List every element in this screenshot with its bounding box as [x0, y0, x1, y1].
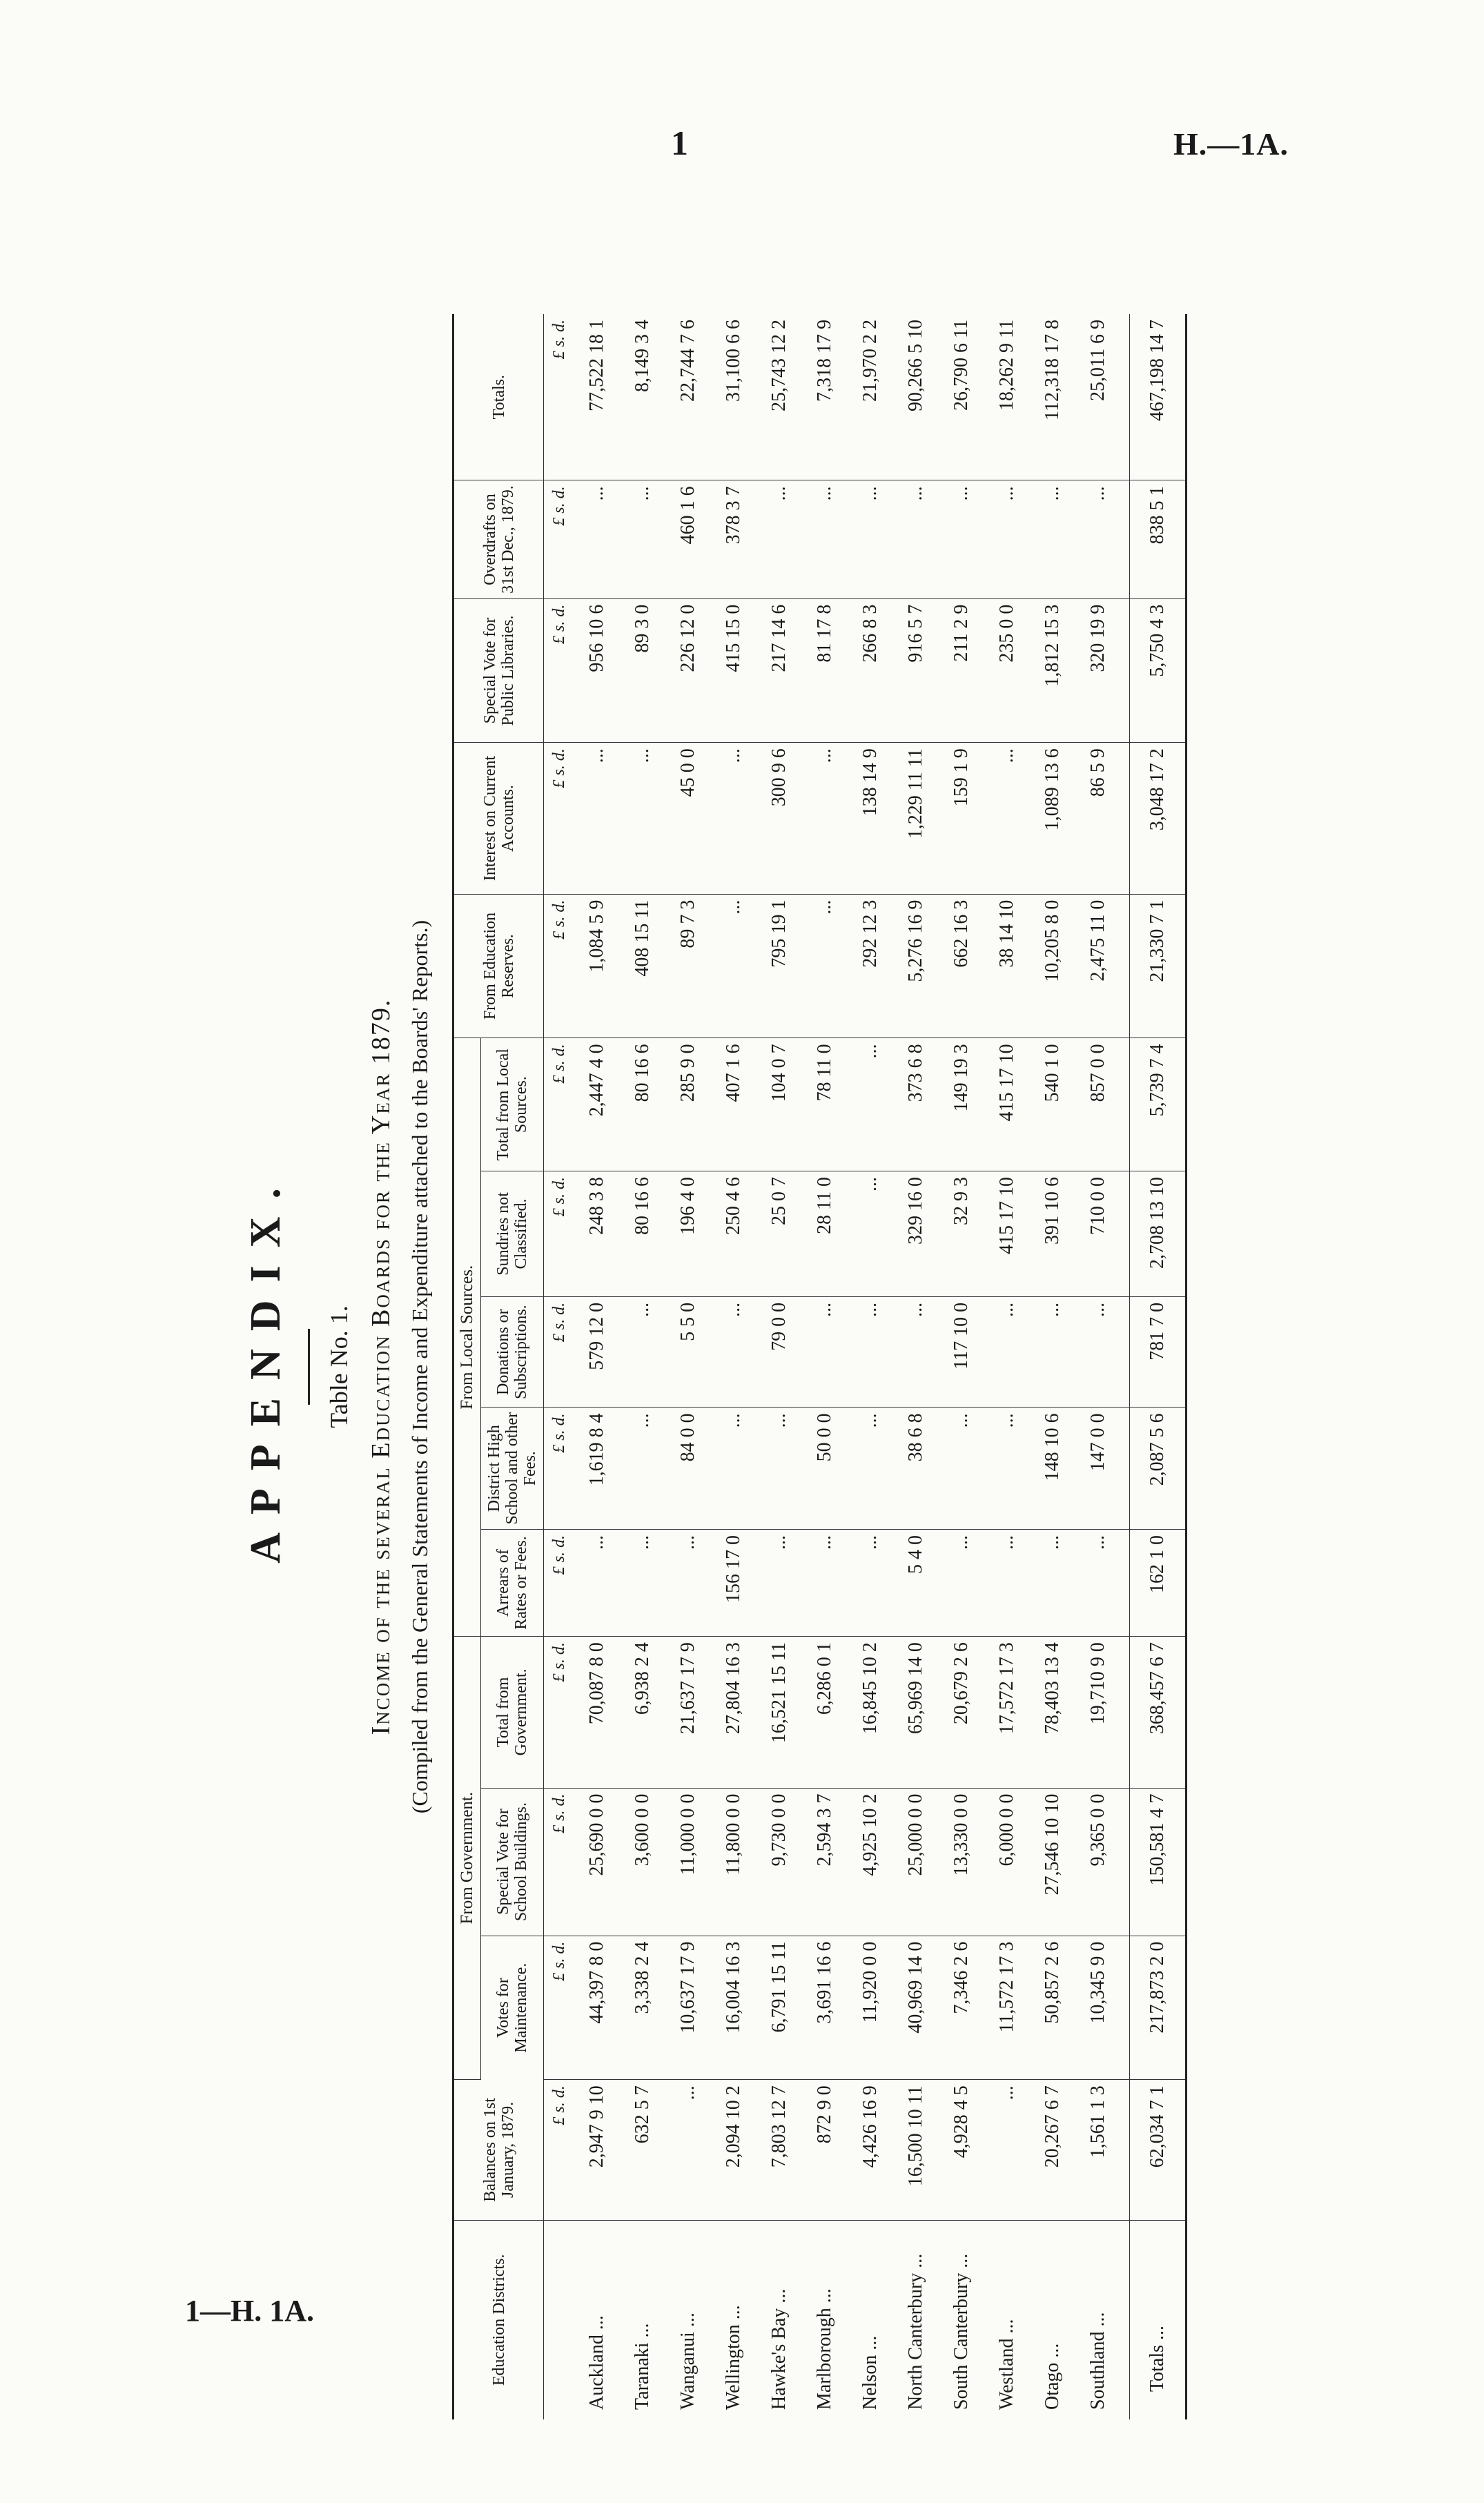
table-cell: ...	[848, 480, 893, 598]
units-cell: £ s. d.	[544, 1788, 575, 1936]
table-cell: ...	[756, 1408, 802, 1530]
table-cell: 32 9 3	[939, 1171, 984, 1296]
district-name: Auckland ...	[586, 2315, 607, 2410]
table-cell: 956 10 6	[574, 598, 620, 743]
table-cell: 65,969 14 0	[893, 1637, 939, 1788]
totals-label: Totals ...	[1130, 2220, 1187, 2419]
rotated-table-block	[242, 314, 1242, 2419]
table-cell: ...	[1075, 480, 1130, 598]
table-cell: ...	[802, 1529, 848, 1636]
table-cell: 7,318 17 9	[802, 314, 848, 480]
units-cell	[544, 2220, 575, 2419]
table-cell: ...	[984, 743, 1030, 894]
table-cell: 916 5 7	[893, 598, 939, 743]
table-cell: ...	[802, 743, 848, 894]
table-cell: 217 14 6	[756, 598, 802, 743]
table-cell: 320 19 9	[1075, 598, 1130, 743]
table-cell: 7,803 12 7	[756, 2080, 802, 2220]
table-cell: 235 0 0	[984, 598, 1030, 743]
table-cell: 391 10 6	[1030, 1171, 1075, 1296]
table-cell: ...	[848, 1038, 893, 1171]
table-title: Income of the several Education Boards for the Year 1879.	[367, 998, 396, 1735]
district-name: Westland ...	[996, 2319, 1017, 2410]
totals-cell: 5,750 4 3	[1130, 598, 1187, 743]
table-cell: 872 9 0	[802, 2080, 848, 2220]
table-cell: 16,500 10 11	[893, 2080, 939, 2220]
table-cell: 27,804 16 3	[711, 1637, 756, 1788]
district-name: Wanganui ...	[677, 2312, 699, 2410]
totals-cell: 368,457 6 7	[1130, 1637, 1187, 1788]
table-cell: ...	[984, 1296, 1030, 1408]
table-cell: ...	[620, 480, 665, 598]
table-cell: 149 19 3	[939, 1038, 984, 1171]
table-cell: 84 0 0	[665, 1408, 711, 1530]
table-cell: 31,100 6 6	[711, 314, 756, 480]
table-cell: ...	[802, 894, 848, 1038]
table-cell: ...	[939, 1529, 984, 1636]
table-cell: 857 0 0	[1075, 1038, 1130, 1171]
table-cell: ...	[984, 480, 1030, 598]
page-number: 1	[671, 124, 688, 162]
col-header-arrears: Arrears of Rates or Fees.	[481, 1529, 544, 1636]
totals-cell: 3,048 17 2	[1130, 743, 1187, 894]
table-cell: 266 8 3	[848, 598, 893, 743]
table-cell: 159 1 9	[939, 743, 984, 894]
footer-reference: 1—H. 1A.	[185, 2294, 314, 2328]
district-name: North Canterbury ...	[905, 2253, 926, 2410]
table-cell: 407 1 6	[711, 1038, 756, 1171]
table-cell: 80 16 6	[620, 1038, 665, 1171]
group-header-local: From Local Sources.	[453, 1038, 481, 1637]
table-cell: 44,397 8 0	[574, 1936, 620, 2080]
table-row	[574, 314, 620, 2419]
table-cell: 79 0 0	[756, 1296, 802, 1408]
table-cell: ...	[939, 480, 984, 598]
table-cell: ...	[984, 1408, 1030, 1530]
totals-cell: 2,708 13 10	[1130, 1171, 1187, 1296]
table-cell: 89 3 0	[620, 598, 665, 743]
table-cell: 415 17 10	[984, 1038, 1030, 1171]
table-cell: ...	[984, 2080, 1030, 2220]
district-name: Hawke's Bay ...	[768, 2288, 790, 2410]
table-cell: ...	[1075, 1529, 1130, 1636]
table-cell: ...	[1030, 1529, 1075, 1636]
totals-cell: 150,581 4 7	[1130, 1788, 1187, 1936]
units-cell: £ s. d.	[544, 1408, 575, 1530]
table-row	[756, 314, 802, 2419]
table-cell: 50 0 0	[802, 1408, 848, 1530]
table-cell: 10,637 17 9	[665, 1936, 711, 2080]
table-cell: 6,286 0 1	[802, 1637, 848, 1788]
table-row	[711, 314, 756, 2419]
col-header-district: Education Districts.	[453, 2220, 544, 2419]
table-cell: ...	[848, 1408, 893, 1530]
table-cell: 11,800 0 0	[711, 1788, 756, 1936]
table-cell: ...	[620, 1296, 665, 1408]
table-cell: 285 9 0	[665, 1038, 711, 1171]
table-cell: 211 2 9	[939, 598, 984, 743]
table-cell: ...	[620, 1408, 665, 1530]
table-cell: 248 3 8	[574, 1171, 620, 1296]
table-cell: 20,267 6 7	[1030, 2080, 1075, 2220]
table-cell: 38 14 10	[984, 894, 1030, 1038]
table-cell: 4,925 10 2	[848, 1788, 893, 1936]
table-cell: 156 17 0	[711, 1529, 756, 1636]
table-cell: 148 10 6	[1030, 1408, 1075, 1530]
district-name: South Canterbury ...	[950, 2253, 972, 2410]
table-cell: ...	[848, 1529, 893, 1636]
col-header-district-fees: District High School and other Fees.	[481, 1408, 544, 1530]
units-cell: £ s. d.	[544, 2080, 575, 2220]
table-cell: 21,637 17 9	[665, 1637, 711, 1788]
table-cell: ...	[711, 1408, 756, 1530]
table-cell: 408 15 11	[620, 894, 665, 1038]
table-cell: 11,000 0 0	[665, 1788, 711, 1936]
table-cell: ...	[574, 1529, 620, 1636]
district-name: Southland ...	[1087, 2312, 1109, 2410]
table-cell: 1,089 13 6	[1030, 743, 1075, 894]
table-cell: ...	[620, 1529, 665, 1636]
table-cell: 70,087 8 0	[574, 1637, 620, 1788]
page-reference: H.—1A.	[1173, 126, 1289, 162]
table-cell: 45 0 0	[665, 743, 711, 894]
col-header-buildings: Special Vote for School Buildings.	[481, 1788, 544, 1936]
table-cell: 81 17 8	[802, 598, 848, 743]
table-cell: ...	[756, 1529, 802, 1636]
totals-cell: 2,087 5 6	[1130, 1408, 1187, 1530]
table-row	[665, 314, 711, 2419]
units-cell: £ s. d.	[544, 1171, 575, 1296]
units-cell: £ s. d.	[544, 743, 575, 894]
table-cell: 1,561 1 3	[1075, 2080, 1130, 2220]
table-cell: 710 0 0	[1075, 1171, 1130, 1296]
table-cell: 300 9 6	[756, 743, 802, 894]
table-cell: 16,521 15 11	[756, 1637, 802, 1788]
col-header-reserves: From Education Reserves.	[453, 894, 544, 1038]
table-cell: 5,276 16 9	[893, 894, 939, 1038]
totals-cell: 21,330 7 1	[1130, 894, 1187, 1038]
totals-row	[1130, 314, 1187, 2419]
table-cell: 90,266 5 10	[893, 314, 939, 480]
district-name: Otago ...	[1042, 2343, 1063, 2410]
table-cell: ...	[620, 743, 665, 894]
units-cell: £ s. d.	[544, 598, 575, 743]
table-cell: 7,346 2 6	[939, 1936, 984, 2080]
totals-cell: 62,034 7 1	[1130, 2080, 1187, 2220]
table-cell: 415 17 10	[984, 1171, 1030, 1296]
table-cell: 5 4 0	[893, 1529, 939, 1636]
table-cell: ...	[893, 1296, 939, 1408]
table-cell: ...	[665, 2080, 711, 2220]
table-cell: ...	[848, 1171, 893, 1296]
table-cell: 25,011 6 9	[1075, 314, 1130, 480]
col-header-sundries: Sundries not Classified.	[481, 1171, 544, 1296]
table-cell: 632 5 7	[620, 2080, 665, 2220]
table-cell: ...	[802, 1296, 848, 1408]
table-cell: 21,970 2 2	[848, 314, 893, 480]
units-cell: £ s. d.	[544, 314, 575, 480]
table-row	[984, 314, 1030, 2419]
table-cell: 378 3 7	[711, 480, 756, 598]
table-cell: 373 6 8	[893, 1038, 939, 1171]
table-cell: ...	[574, 743, 620, 894]
table-cell: 25,690 0 0	[574, 1788, 620, 1936]
table-cell: ...	[711, 743, 756, 894]
table-cell: 11,572 17 3	[984, 1936, 1030, 2080]
table-cell: 1,084 5 9	[574, 894, 620, 1038]
table-row	[802, 314, 848, 2419]
table-cell: 540 1 0	[1030, 1038, 1075, 1171]
units-row	[544, 314, 575, 2419]
table-number: Table No. 1.	[325, 1305, 353, 1428]
table-cell: 579 12 0	[574, 1296, 620, 1408]
table-cell: 10,205 8 0	[1030, 894, 1075, 1038]
table-cell: 196 4 0	[665, 1171, 711, 1296]
table-cell: ...	[939, 1408, 984, 1530]
income-table	[452, 314, 1187, 2419]
table-cell: 138 14 9	[848, 743, 893, 894]
district-name: Taranaki ...	[632, 2323, 653, 2410]
totals-cell: 5,739 7 4	[1130, 1038, 1187, 1171]
table-cell: 3,338 2 4	[620, 1936, 665, 2080]
table-cell: 147 0 0	[1075, 1408, 1130, 1530]
units-cell: £ s. d.	[544, 480, 575, 598]
totals-cell: 781 7 0	[1130, 1296, 1187, 1408]
table-cell: 40,969 14 0	[893, 1936, 939, 2080]
table-cell: 1,812 15 3	[1030, 598, 1075, 743]
table-cell: 20,679 2 6	[939, 1637, 984, 1788]
table-subtitle: (Compiled from the General Statements of Income and Expenditure attached to the Boards' Reports.)	[407, 919, 432, 1814]
table-cell: 3,600 0 0	[620, 1788, 665, 1936]
table-cell: 78 11 0	[802, 1038, 848, 1171]
table-cell: 17,572 17 3	[984, 1637, 1030, 1788]
table-cell: 6,938 2 4	[620, 1637, 665, 1788]
table-cell: 86 5 9	[1075, 743, 1130, 894]
table-row	[893, 314, 939, 2419]
table-cell: 50,857 2 6	[1030, 1936, 1075, 2080]
table-cell: 89 7 3	[665, 894, 711, 1038]
table-cell: 16,845 10 2	[848, 1637, 893, 1788]
table-cell: 2,447 4 0	[574, 1038, 620, 1171]
table-cell: 13,330 0 0	[939, 1788, 984, 1936]
table-cell: 226 12 0	[665, 598, 711, 743]
table-cell: 460 1 6	[665, 480, 711, 598]
col-header-totals: Totals.	[453, 314, 544, 480]
table-cell: 26,790 6 11	[939, 314, 984, 480]
table-cell: 25,000 0 0	[893, 1788, 939, 1936]
table-row	[1075, 314, 1130, 2419]
units-cell: £ s. d.	[544, 1529, 575, 1636]
table-cell: ...	[984, 1529, 1030, 1636]
table-cell: 4,426 16 9	[848, 2080, 893, 2220]
table-cell: 104 0 7	[756, 1038, 802, 1171]
table-cell: 27,546 10 10	[1030, 1788, 1075, 1936]
table-cell: 38 6 8	[893, 1408, 939, 1530]
units-cell: £ s. d.	[544, 1296, 575, 1408]
table-cell: 2,475 11 0	[1075, 894, 1130, 1038]
appendix-heading: APPENDIX.	[242, 1170, 289, 1564]
table-cell: 2,947 9 10	[574, 2080, 620, 2220]
table-row	[939, 314, 984, 2419]
units-cell: £ s. d.	[544, 1038, 575, 1171]
table-cell: ...	[711, 894, 756, 1038]
table-cell: ...	[802, 480, 848, 598]
table-cell: 77,522 18 1	[574, 314, 620, 480]
table-cell: ...	[1075, 1296, 1130, 1408]
table-cell: ...	[848, 1296, 893, 1408]
table-cell: 18,262 9 11	[984, 314, 1030, 480]
table-cell: 1,229 11 11	[893, 743, 939, 894]
table-cell: ...	[1030, 1296, 1075, 1408]
table-cell: 3,691 16 6	[802, 1936, 848, 2080]
table-cell: 329 16 0	[893, 1171, 939, 1296]
totals-cell: 217,873 2 0	[1130, 1936, 1187, 2080]
table-cell: 662 16 3	[939, 894, 984, 1038]
table-cell: ...	[665, 1529, 711, 1636]
col-header-libraries: Special Vote for Public Libraries.	[453, 598, 544, 743]
table-cell: 78,403 13 4	[1030, 1637, 1075, 1788]
totals-cell: 162 1 0	[1130, 1529, 1187, 1636]
table-cell: 415 15 0	[711, 598, 756, 743]
table-cell: 250 4 6	[711, 1171, 756, 1296]
table-cell: 1,619 8 4	[574, 1408, 620, 1530]
table-cell: 80 16 6	[620, 1171, 665, 1296]
table-cell: 2,594 3 7	[802, 1788, 848, 1936]
table-cell: 19,710 9 0	[1075, 1637, 1130, 1788]
table-cell: 9,365 0 0	[1075, 1788, 1130, 1936]
table-cell: 117 10 0	[939, 1296, 984, 1408]
table-row	[848, 314, 893, 2419]
col-header-donations: Donations or Subscriptions.	[481, 1296, 544, 1408]
table-cell: 795 19 1	[756, 894, 802, 1038]
table-cell: 10,345 9 0	[1075, 1936, 1130, 2080]
table-cell: 2,094 10 2	[711, 2080, 756, 2220]
totals-cell: 838 5 1	[1130, 480, 1187, 598]
table-cell: 6,000 0 0	[984, 1788, 1030, 1936]
col-header-total-government: Total from Government.	[481, 1637, 544, 1788]
district-name: Wellington ...	[723, 2305, 744, 2410]
district-name: Marlborough ...	[814, 2288, 835, 2410]
table-cell: 4,928 4 5	[939, 2080, 984, 2220]
table-body	[544, 314, 1187, 2419]
table-row	[1030, 314, 1075, 2419]
heading-rule	[308, 1329, 310, 1405]
table-cell: 8,149 3 4	[620, 314, 665, 480]
col-header-interest: Interest on Current Accounts.	[453, 743, 544, 894]
table-cell: ...	[893, 480, 939, 598]
totals-cell: 467,198 14 7	[1130, 314, 1187, 480]
table-cell: ...	[711, 1296, 756, 1408]
table-cell: 9,730 0 0	[756, 1788, 802, 1936]
table-cell: 292 12 3	[848, 894, 893, 1038]
table-cell: 112,318 17 8	[1030, 314, 1075, 480]
table-cell: 28 11 0	[802, 1171, 848, 1296]
district-name: Nelson ...	[859, 2335, 881, 2410]
units-cell: £ s. d.	[544, 894, 575, 1038]
table-cell: 25 0 7	[756, 1171, 802, 1296]
units-cell: £ s. d.	[544, 1936, 575, 2080]
table-cell: ...	[756, 480, 802, 598]
table-row	[620, 314, 665, 2419]
table-cell: 5 5 0	[665, 1296, 711, 1408]
group-header-government: From Government.	[453, 1637, 481, 2080]
col-header-balances: Balances on 1st January, 1879.	[453, 2080, 544, 2220]
col-header-maintenance: Votes for Maintenance.	[481, 1936, 544, 2080]
table-cell: ...	[1030, 480, 1075, 598]
col-header-total-local: Total from Local Sources.	[481, 1038, 544, 1171]
units-cell: £ s. d.	[544, 1637, 575, 1788]
table-cell: 22,744 7 6	[665, 314, 711, 480]
table-cell: 16,004 16 3	[711, 1936, 756, 2080]
table-cell: ...	[574, 480, 620, 598]
table-cell: 25,743 12 2	[756, 314, 802, 480]
table-cell: 6,791 15 11	[756, 1936, 802, 2080]
col-header-overdrafts: Overdrafts on 31st Dec., 1879.	[453, 480, 544, 598]
table-cell: 11,920 0 0	[848, 1936, 893, 2080]
